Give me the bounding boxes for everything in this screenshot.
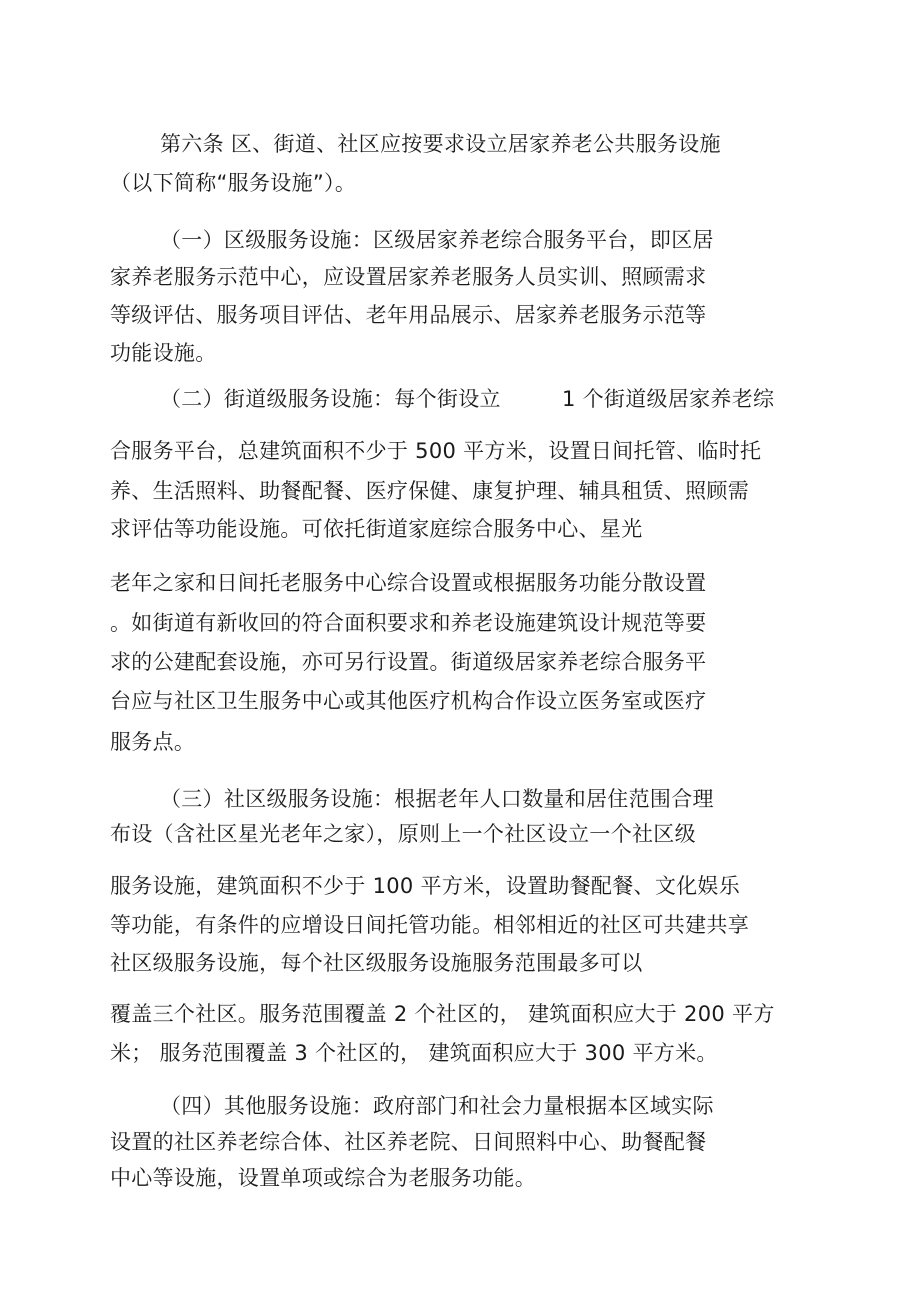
item3-line-3: 服务设施，建筑面积不少于 100 平方米，设置助餐配餐、文化娱乐 [110,874,741,898]
item2-line-6: 。如街道有新收回的符合面积要求和养老设施建筑设计规范等要 [110,611,707,635]
item3-line-2: 布设（含社区星光老年之家），原则上一个社区设立一个社区级 [110,822,696,846]
item2-line-8: 台应与社区卫生服务中心或其他医疗机构合作设立医务室或医疗 [110,689,707,713]
item3-line-5: 社区级服务设施，每个社区级服务设施服务范围最多可以 [110,951,643,975]
item4-line-1: （四）其他服务设施：政府部门和社会力量根据本区域实际 [160,1094,714,1118]
item3-line-4: 等功能，有条件的应增设日间托管功能。相邻相近的社区可共建共享 [110,913,749,937]
item2-line-7: 求的公建配套设施，亦可另行设置。街道级居家养老综合服务平 [110,650,707,674]
item3-line-1: （三）社区级服务设施：根据老年人口数量和居住范围合理 [160,787,714,811]
item1-line-4: 功能设施。 [110,341,217,365]
item2-line-1b: 1 个街道级居家养老综 [562,387,775,411]
item2-line-4: 求评估等功能设施。可依托街道家庭综合服务中心、星光 [110,517,643,541]
item2-line-3: 养、生活照料、助餐配餐、医疗保健、康复护理、辅具租赁、照顾需 [110,479,749,503]
item1-line-1: （一）区级服务设施：区级居家养老综合服务平台，即区居 [160,228,714,252]
item2-line-1a: （二）街道级服务设施：每个街设立 [160,387,501,411]
article-line-1: 第六条 区、街道、社区应按要求设立居家养老公共服务设施 [160,132,721,156]
article-line-2: （以下简称“服务设施”）。 [110,171,357,195]
item2-line-9: 服务点。 [110,730,196,754]
item4-line-2: 设置的社区养老综合体、社区养老院、日间照料中心、助餐配餐 [110,1130,707,1154]
item3-line-6: 覆盖三个社区。服务范围覆盖 2 个社区的， 建筑面积应大于 200 平方 [110,1002,775,1026]
item3-line-7: 米； 服务范围覆盖 3 个社区的， 建筑面积应大于 300 平方米。 [110,1041,718,1065]
item2-line-2: 合服务平台，总建筑面积不少于 500 平方米，设置日间托管、临时托 [110,439,762,463]
item1-line-2: 家养老服务示范中心，应设置居家养老服务人员实训、照顾需求 [110,265,707,289]
item4-line-3: 中心等设施，设置单项或综合为老服务功能。 [110,1166,536,1190]
item1-line-3: 等级评估、服务项目评估、老年用品展示、居家养老服务示范等 [110,303,707,327]
item2-line-5: 老年之家和日间托老服务中心综合设置或根据服务功能分散设置 [110,571,707,595]
